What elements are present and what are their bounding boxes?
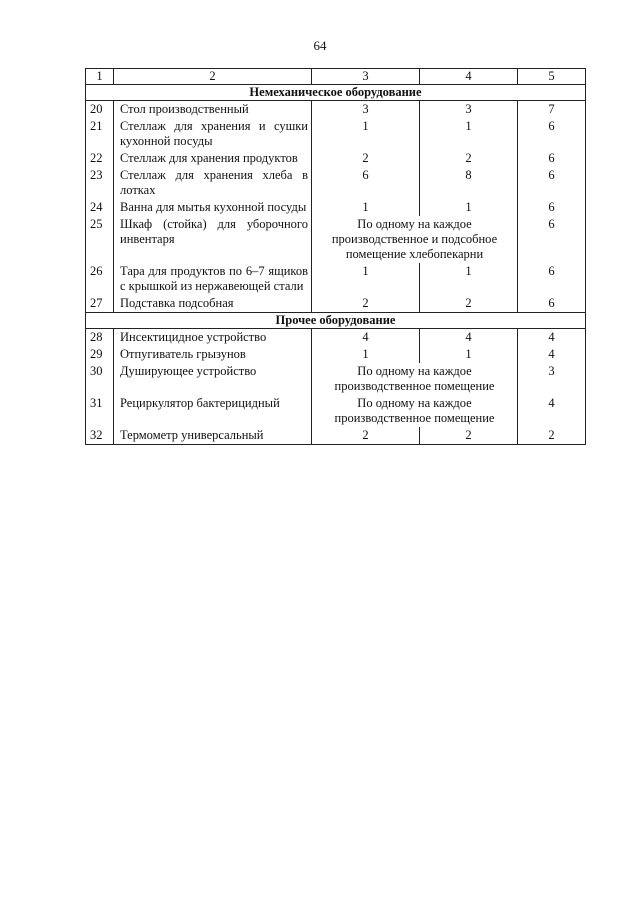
row-number: 24 [86, 199, 114, 216]
equipment-name: Тара для продуктов по 6–7 ящиков с крышкой из нержавеющей стали [114, 263, 312, 295]
quantity-col-4: 4 [420, 329, 518, 347]
quantity-col-5: 6 [518, 167, 586, 199]
equipment-name: Шкаф (стойка) для уборочного инвентаря [114, 216, 312, 263]
quantity-col-3: 1 [312, 346, 420, 363]
quantity-col-4: 2 [420, 150, 518, 167]
quantity-col-3: 4 [312, 329, 420, 347]
table-row [86, 346, 586, 363]
table-row [86, 150, 586, 167]
quantity-col-3: 1 [312, 199, 420, 216]
quantity-col-3: 3 [312, 101, 420, 119]
quantity-col-5: 7 [518, 101, 586, 119]
equipment-name: Инсектицидное устройство [114, 329, 312, 347]
quantity-col-4: 1 [420, 263, 518, 295]
table-row [86, 295, 586, 313]
row-number: 22 [86, 150, 114, 167]
equipment-name: Стеллаж для хранения хлеба в лотках [114, 167, 312, 199]
equipment-name: Стеллаж для хранения продуктов [114, 150, 312, 167]
table-row [86, 216, 586, 263]
row-number: 23 [86, 167, 114, 199]
table-row [86, 199, 586, 216]
quantity-col-3: 2 [312, 295, 420, 313]
quantity-col-4: 8 [420, 167, 518, 199]
header-col-5: 5 [518, 69, 586, 85]
quantity-col-4: 1 [420, 199, 518, 216]
quantity-col-5: 2 [518, 427, 586, 445]
quantity-col-3: 1 [312, 118, 420, 150]
row-number: 32 [86, 427, 114, 445]
table-row [86, 427, 586, 445]
table-row [86, 118, 586, 150]
quantity-col-4: 1 [420, 118, 518, 150]
row-number: 25 [86, 216, 114, 263]
quantity-note: По одному на каждое производственное помещение [312, 363, 518, 395]
equipment-name: Душирующее устройство [114, 363, 312, 395]
quantity-col-4: 3 [420, 101, 518, 119]
equipment-name: Ванна для мытья кухонной посуды [114, 199, 312, 216]
equipment-name: Термометр универсальный [114, 427, 312, 445]
header-col-4: 4 [420, 69, 518, 85]
quantity-col-4: 1 [420, 346, 518, 363]
equipment-table [85, 68, 586, 445]
quantity-col-5: 6 [518, 199, 586, 216]
row-number: 26 [86, 263, 114, 295]
section-title: Прочее оборудование [86, 313, 586, 329]
quantity-col-3: 6 [312, 167, 420, 199]
equipment-name: Стеллаж для хранения и сушки кухонной посуды [114, 118, 312, 150]
table-row [86, 167, 586, 199]
section-title: Немеханическое оборудование [86, 85, 586, 101]
equipment-name: Рециркулятор бактерицидный [114, 395, 312, 427]
equipment-name: Подставка подсобная [114, 295, 312, 313]
table-row [86, 363, 586, 395]
quantity-col-3: 1 [312, 263, 420, 295]
quantity-col-4: 2 [420, 295, 518, 313]
quantity-col-5: 6 [518, 150, 586, 167]
quantity-col-5: 6 [518, 216, 586, 263]
table-row [86, 101, 586, 119]
section-heading-row [86, 313, 586, 329]
row-number: 31 [86, 395, 114, 427]
row-number: 27 [86, 295, 114, 313]
quantity-col-3: 2 [312, 150, 420, 167]
quantity-col-4: 2 [420, 427, 518, 445]
quantity-note: По одному на каждое производственное помещение [312, 395, 518, 427]
quantity-note: По одному на каждое производственное и подсобное помещение хлебопекарни [312, 216, 518, 263]
quantity-col-5: 6 [518, 263, 586, 295]
header-col-2: 2 [114, 69, 312, 85]
header-col-1: 1 [86, 69, 114, 85]
equipment-name: Стол производственный [114, 101, 312, 119]
row-number: 29 [86, 346, 114, 363]
page-number: 64 [313, 38, 327, 53]
row-number: 20 [86, 101, 114, 119]
table-row [86, 329, 586, 347]
row-number: 28 [86, 329, 114, 347]
table-row [86, 395, 586, 427]
table-row [86, 263, 586, 295]
row-number: 21 [86, 118, 114, 150]
quantity-col-5: 6 [518, 118, 586, 150]
quantity-col-5: 4 [518, 395, 586, 427]
equipment-name: Отпугиватель грызунов [114, 346, 312, 363]
quantity-col-5: 4 [518, 329, 586, 347]
quantity-col-5: 3 [518, 363, 586, 395]
quantity-col-5: 6 [518, 295, 586, 313]
header-col-3: 3 [312, 69, 420, 85]
section-heading-row [86, 85, 586, 101]
quantity-col-3: 2 [312, 427, 420, 445]
quantity-col-5: 4 [518, 346, 586, 363]
header-row [86, 69, 586, 85]
row-number: 30 [86, 363, 114, 395]
